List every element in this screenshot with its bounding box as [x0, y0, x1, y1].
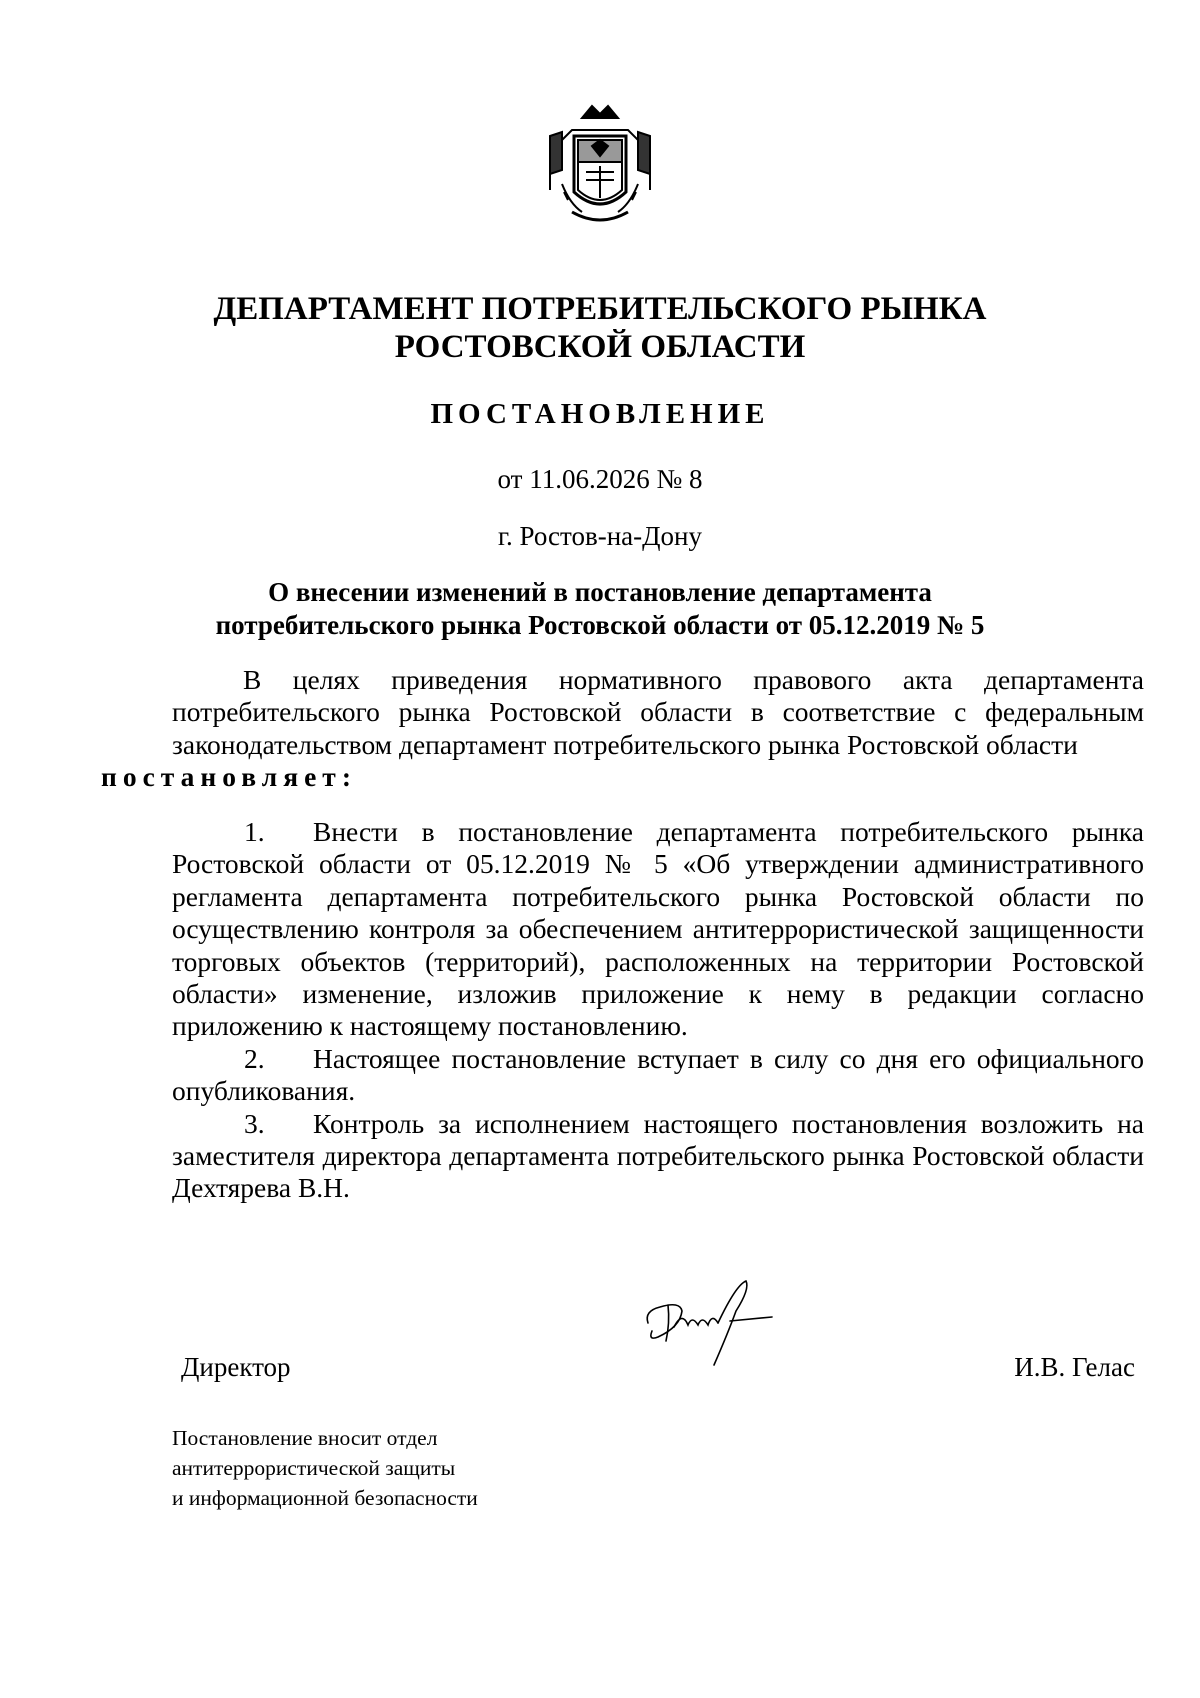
footer-line2: антитеррористической защиты — [172, 1456, 456, 1480]
subject-line2: потребительского рынка Ростовской области от 05.12.2019 № 5 — [215, 610, 985, 640]
footer-line3: и информационной безопасности — [172, 1486, 478, 1510]
handwritten-signature — [640, 1275, 780, 1370]
item-number: 3. — [244, 1107, 265, 1139]
decree-word: постановляет: — [101, 761, 357, 793]
footer-line1: Постановление вносит отдел — [172, 1426, 438, 1450]
document-type: ПОСТАНОВЛЕНИЕ — [430, 398, 770, 430]
preamble-text: В целях приведения нормативного правового акта департамента потребительского рынка Ростовской области в соответствие с федеральным законодательством департамент потребительского рынка Ростовской области — [172, 664, 1144, 760]
item-number: 1. — [244, 816, 265, 847]
date-number: от 11.06.2026 № 8 — [497, 464, 703, 494]
org-name-line1: ДЕПАРТАМЕНТ ПОТРЕБИТЕЛЬСКОГО РЫНКА — [213, 291, 987, 327]
item-text: Настоящее постановление вступает в силу со дня его официального опубликования. — [172, 1042, 1144, 1107]
signatory-name: И.В. Гелас — [1014, 1352, 1135, 1382]
list-item — [172, 816, 1144, 1043]
footer-note — [172, 1423, 478, 1513]
subject-line1: О внесении изменений в постановление департамента — [268, 577, 932, 607]
coat-of-arms-icon — [542, 100, 658, 236]
signatory-title: Директор — [181, 1352, 291, 1382]
preamble — [101, 664, 1144, 794]
org-name-line2: РОСТОВСКОЙ ОБЛАСТИ — [394, 329, 806, 365]
list-item — [172, 1043, 1144, 1108]
item-text: Контроль за исполнением настоящего постановления возложить на заместителя директора департамента потребительского рынка Ростовской области Дехтярева В.Н. — [172, 1107, 1144, 1204]
item-text: Внести в постановление департамента потребительского рынка Ростовской области от 05.12.2019 № 5 «Об утверждении административного регламента департамента потребительского рынка Ростовской области по осуществлению контроля за обеспечением антитеррористической защищенности торговых объектов (территорий), расположенных на территории Ростовской области» изменение, изложив приложение к нему в редакции согласно приложению к настоящему постановлению. — [172, 816, 1144, 1042]
list-item — [172, 1108, 1144, 1205]
decree-items — [172, 816, 1144, 1205]
item-number: 2. — [244, 1042, 265, 1074]
city: г. Ростов-на-Дону — [497, 521, 702, 551]
